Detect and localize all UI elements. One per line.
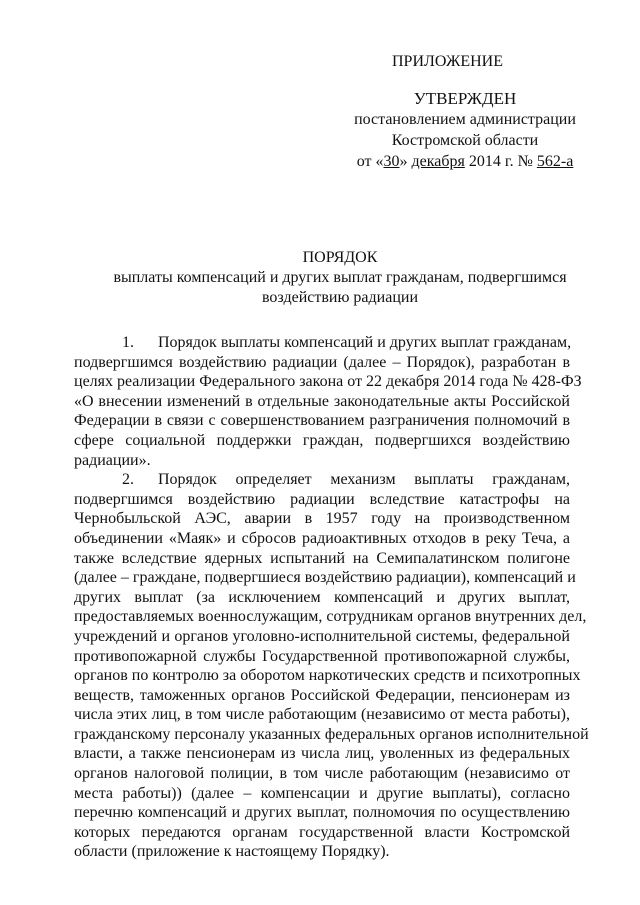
date-day: 30 <box>383 153 400 170</box>
approved-title: УТВЕРЖДЕН <box>413 89 517 108</box>
paragraph-line: других выплат (за исключением компенсаций и других выплат, <box>74 588 570 606</box>
paragraph-line: Чернобыльской АЭС, аварии в 1957 году на производственном <box>74 510 570 528</box>
paragraph-line: учреждений и органов уголовно-исполнительной системы, федеральной <box>74 627 570 645</box>
approval-block <box>330 88 600 172</box>
paragraph-line <box>74 470 570 490</box>
paragraph-line: целях реализации Федерального закона от 22 декабря 2014 года № 428-ФЗ <box>74 373 582 391</box>
paragraph-line: области (приложение к настоящему Порядку). <box>74 843 390 861</box>
paragraph-line: подвергшимся воздействию радиации (далее – Порядок), разработан в <box>74 353 570 371</box>
approved-by-line-2: Костромской области <box>391 132 539 149</box>
paragraph-text: Порядок выплаты компенсаций и других выплат гражданам, <box>158 334 572 351</box>
date-month: декабря <box>411 153 465 170</box>
paragraph-line: противопожарной службы Государственной противопожарной службы, <box>74 647 570 665</box>
paragraph-number: 2. <box>122 471 134 489</box>
title-line-1: выплаты компенсаций и других выплат гражданам, подвергшимся <box>113 269 567 286</box>
paragraph-1 <box>74 333 582 470</box>
paragraph-line: объединении «Маяк» и сбросов радиоактивных отходов в реку Теча, а <box>74 529 570 547</box>
document-body <box>74 333 589 862</box>
paragraph-line: подвергшимся воздействию радиации вследствие катастрофы на <box>74 490 570 508</box>
paragraph-line: «О внесении изменений в отдельные законодательные акты Российской <box>74 392 570 410</box>
date-mid: » <box>399 153 412 170</box>
title-line-2: воздействию радиации <box>261 289 419 306</box>
paragraph-2 <box>74 470 589 862</box>
appendix-label: ПРИЛОЖЕНИЕ <box>392 53 504 70</box>
paragraph-line: числа этих лиц, в том числе работающим (независимо от места работы), <box>74 706 570 724</box>
paragraph-line: органов налоговой полиции, в том числе работающим (независимо от <box>74 765 570 783</box>
paragraph-line: сфере социальной поддержки граждан, подвергшихся воздействию <box>74 431 570 449</box>
paragraph-line: которых передаются органам государственной власти Костромской <box>74 823 570 841</box>
document-title <box>60 248 620 308</box>
approved-by-line-1: постановлением администрации <box>354 111 576 128</box>
paragraph-line: места работы)) (далее – компенсации и другие выплаты), согласно <box>74 784 570 802</box>
paragraph-line: (далее – граждане, подвергшиеся воздействию радиации), компенсаций и <box>74 569 576 587</box>
paragraph-number: 1. <box>122 334 134 351</box>
paragraph-line: также вследствие ядерных испытаний на Семипалатинском полигоне <box>74 549 570 567</box>
paragraph-line: перечню компенсаций и других выплат, полномочия по осуществлению <box>74 804 570 822</box>
paragraph-line: веществ, таможенных органов Российской Федерации, пенсионерам из <box>74 686 570 704</box>
date-prefix: от « <box>356 153 384 170</box>
paragraph-line: гражданскому персоналу указанных федеральных органов исполнительной <box>74 725 589 743</box>
approval-date-line <box>330 151 600 172</box>
title-heading: ПОРЯДОК <box>302 249 378 266</box>
paragraph-line: власти, а также пенсионерам из числа лиц, уволенных из федеральных <box>74 745 570 763</box>
paragraph-line: Федерации в связи с совершенствованием разграничения полномочий в <box>74 412 570 430</box>
paragraph-text: Порядок определяет механизм выплаты гражданам, <box>158 471 570 489</box>
paragraph-line: органов по контролю за оборотом наркотических средств и психотропных <box>74 667 581 685</box>
doc-number: 562-а <box>536 153 574 170</box>
paragraph-line <box>74 333 570 353</box>
paragraph-line: предоставляемых военнослужащим, сотрудникам органов внутренних дел, <box>74 608 587 626</box>
paragraph-line: радиации». <box>74 451 151 469</box>
date-year: 2014 г. № <box>464 153 537 170</box>
